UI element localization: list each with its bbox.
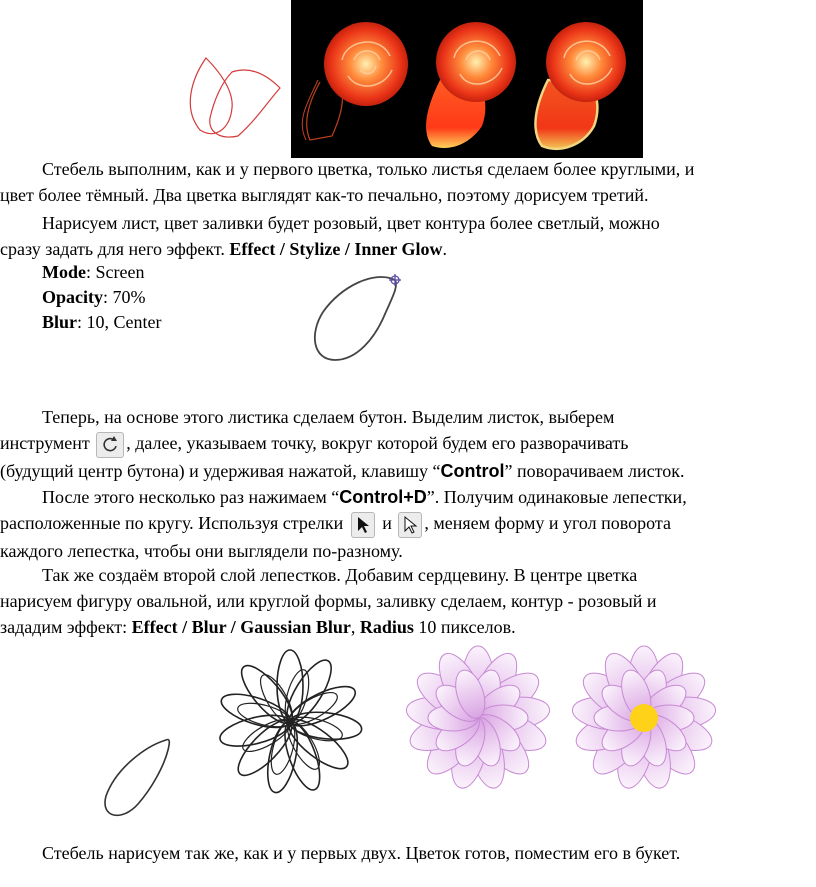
radius-label: Radius: [359, 617, 414, 637]
inner-glow-effect-path: Effect / Stylize / Inner Glow: [229, 239, 443, 259]
param-mode: Mode: Screen: [42, 262, 145, 282]
shape-arrow-icon[interactable]: [398, 512, 422, 538]
paragraph-final: Стебель нарисуем так же, как и у первых двух. Цветок готов, поместим его в букет.: [42, 843, 681, 863]
pick-arrow-icon[interactable]: [351, 512, 375, 538]
outline-flower: [217, 650, 363, 795]
gaussian-blur-effect-path: Effect / Blur / Gaussian Blur: [131, 617, 351, 637]
param-opacity: Opacity: 70%: [42, 287, 146, 307]
param-blur: Blur: 10, Center: [42, 312, 162, 332]
paragraph-stem: Стебель выполним, как и у первого цветка, только листья сделаем более круглыми, и цвет более тёмный. Два цветка выглядят как-то печально, поэтому дорисуем третий.: [0, 159, 695, 205]
rose-stem-illustration: [170, 0, 645, 160]
control-key: Control: [440, 460, 505, 481]
node-handle-icon: [389, 274, 401, 286]
flower-steps-illustration: [100, 636, 816, 832]
stem-outline-sketch: [190, 58, 280, 137]
leaf-outline-drawing: [305, 268, 415, 368]
flower-core: [630, 704, 658, 732]
paragraph-second-layer: Так же создаём второй слой лепестков. Добавим сердцевину. В центре цветка нарисуем фигуру овальной, или круглой формы, заливку сделаем, контур - розовый и зададим эффект: Effect / Blur / Gaussian Blur, Radius 10 пикселов.: [0, 565, 657, 637]
pink-flower-with-core: [571, 646, 718, 792]
rotate-tool-icon[interactable]: [96, 432, 124, 458]
control-d-key: Control+D: [339, 487, 427, 507]
paragraph-duplicate: После этого несколько раз нажимаем “Control+D”. Получим одинаковые лепестки, расположенные по кругу. Используя стрелки и , меняем форму и угол поворота каждого лепестка, чтобы они выглядели по-разному.: [0, 487, 687, 561]
single-petal-outline: [105, 739, 169, 815]
pink-flower: [405, 646, 552, 792]
paragraph-leaf: Нарисуем лист, цвет заливки будет розовый, цвет контура более светлый, можно сразу задать для него эффект. Effect / Stylize / Inner Glow.: [0, 213, 660, 259]
paragraph-bud: Теперь, на основе этого листика сделаем бутон. Выделим листок, выберем инструмент , далее, указываем точку, вокруг которой будем его разворачивать (будущий центр бутона) и удерживая нажатой, клавишу “Control” поворачиваем листок.: [0, 407, 685, 481]
